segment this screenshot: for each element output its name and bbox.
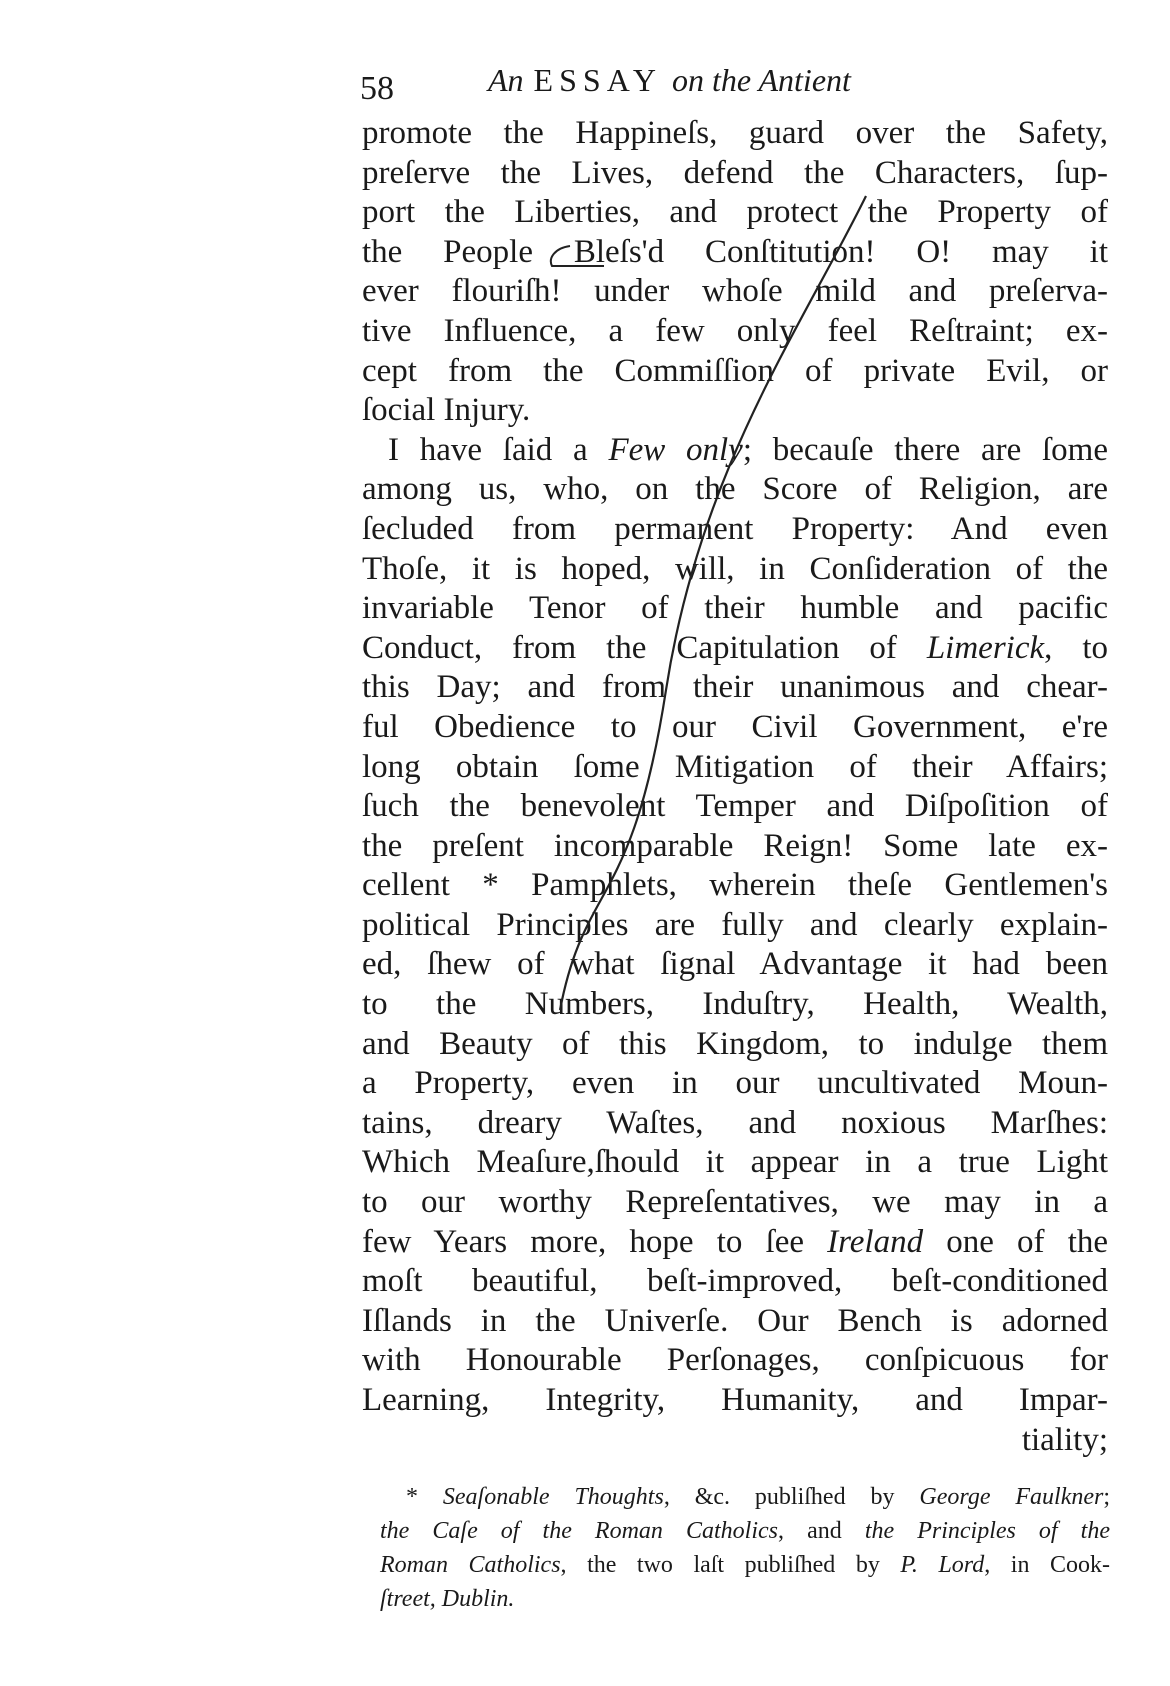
text-span: *: [406, 1484, 443, 1510]
text-line: to the Numbers, Induſtry, Health, Wealth,: [362, 986, 1108, 1023]
text-line: port the Liberties, and protect the Property of: [362, 194, 1108, 231]
italic-span: ſtreet, Dublin.: [380, 1586, 515, 1612]
italic-span: Ireland: [827, 1223, 924, 1260]
italic-span: Roman Catholics: [380, 1552, 561, 1578]
running-head-title: ESSAY: [533, 62, 662, 98]
text-line: Learning, Integrity, Humanity, and Impar-: [362, 1382, 1108, 1418]
text-line: tive Influence, a few only feel Reſtraint; ex-: [362, 312, 1108, 349]
text-line: cellent * Pamphlets, wherein theſe Gentlemen's: [362, 867, 1108, 904]
text-line: ſuch the benevolent Temper and Diſpoſition of: [362, 788, 1108, 825]
catchword: tiality;: [1021, 1421, 1108, 1458]
footnote-line: [380, 1514, 1110, 1548]
text-span: , to: [1044, 629, 1108, 666]
running-head: [488, 62, 851, 99]
footnote-line: [380, 1548, 1110, 1582]
text-line: Thoſe, it is hoped, will, in Conſideration of the: [362, 550, 1108, 587]
text-line: moſt beautiful, beſt-improved, beſt-conditioned: [362, 1263, 1108, 1300]
page-number: 58: [360, 70, 394, 107]
text-line: ful Obedience to our Civil Government, e're: [362, 708, 1108, 745]
text-line: tains, dreary Waſtes, and noxious Marſhes:: [362, 1104, 1108, 1141]
text-line: to our worthy Repreſentatives, we may in a: [362, 1184, 1108, 1221]
main-text: [362, 114, 1108, 1460]
text-span: , the two laſt publiſhed by: [560, 1552, 901, 1578]
text-span: ; becauſe there are ſome: [742, 431, 1108, 468]
running-head-prefix: An: [488, 62, 524, 98]
text-span: , and: [778, 1518, 865, 1544]
text-line: and Beauty of this Kingdom, to indulge them: [362, 1025, 1108, 1062]
text-line: Iſlands in the Univerſe. Our Bench is adorned: [362, 1302, 1108, 1339]
text-line: ed, ſhew of what ſignal Advantage it had been: [362, 946, 1108, 983]
text-line: preſerve the Lives, defend the Characters, ſup-: [362, 154, 1108, 191]
text-line: the People Bleſs'd Conſtitution! O! may it: [362, 233, 1108, 270]
text-line: promote the Happineſs, guard over the Safety,: [362, 115, 1108, 151]
italic-span: George Faulkner: [919, 1484, 1104, 1510]
text-line: ſecluded from permanent Property: And even: [362, 510, 1108, 547]
text-line: this Day; and from their unanimous and chear-: [362, 669, 1108, 706]
text-span: I have ſaid a: [388, 431, 609, 468]
text-line: invariable Tenor of their humble and pacific: [362, 590, 1108, 627]
text-span: one of the: [923, 1223, 1109, 1260]
text-line: [362, 1223, 1108, 1263]
text-line: political Principles are fully and clearly explain-: [362, 906, 1108, 943]
text-line: among us, who, on the Score of Religion, are: [362, 471, 1108, 508]
text-line: ever flouriſh! under whoſe mild and preſerva-: [362, 273, 1108, 310]
text-span: Conduct, from the Capitulation of: [362, 629, 927, 666]
italic-span: Limerick: [926, 629, 1045, 666]
text-line: Which Meaſure,ſhould it appear in a true Light: [362, 1144, 1108, 1181]
italic-span: P. Lord: [900, 1552, 985, 1578]
text-line: ſocial Injury.: [362, 392, 531, 429]
text-line: long obtain ſome Mitigation of their Affairs;: [362, 748, 1108, 785]
text-line: [362, 629, 1108, 669]
italic-span: Few only: [608, 431, 743, 468]
text-line: with Honourable Perſonages, conſpicuous for: [362, 1342, 1108, 1379]
italic-span: Seaſonable Thoughts: [442, 1484, 664, 1510]
text-line: cept from the Commiſſion of private Evil, or: [362, 352, 1108, 389]
text-span: ;: [1103, 1484, 1111, 1510]
footnote: [380, 1480, 1110, 1616]
text-line: a Property, even in our uncultivated Moun-: [362, 1065, 1108, 1102]
text-span: few Years more, hope to ſee: [362, 1223, 828, 1260]
text-span: , in Cook-: [984, 1552, 1110, 1578]
italic-span: the Principles of the: [864, 1518, 1110, 1544]
page-header: [360, 62, 1120, 112]
italic-span: the Caſe of the Roman Catholics: [380, 1518, 778, 1544]
running-head-suffix: on the Antient: [671, 62, 851, 98]
text-line: the preſent incomparable Reign! Some late ex-: [362, 827, 1108, 864]
footnote-line: [380, 1582, 1110, 1616]
footnote-line: [380, 1480, 1110, 1514]
text-span: , &c. publiſhed by: [663, 1484, 920, 1510]
text-line: [362, 431, 1108, 471]
